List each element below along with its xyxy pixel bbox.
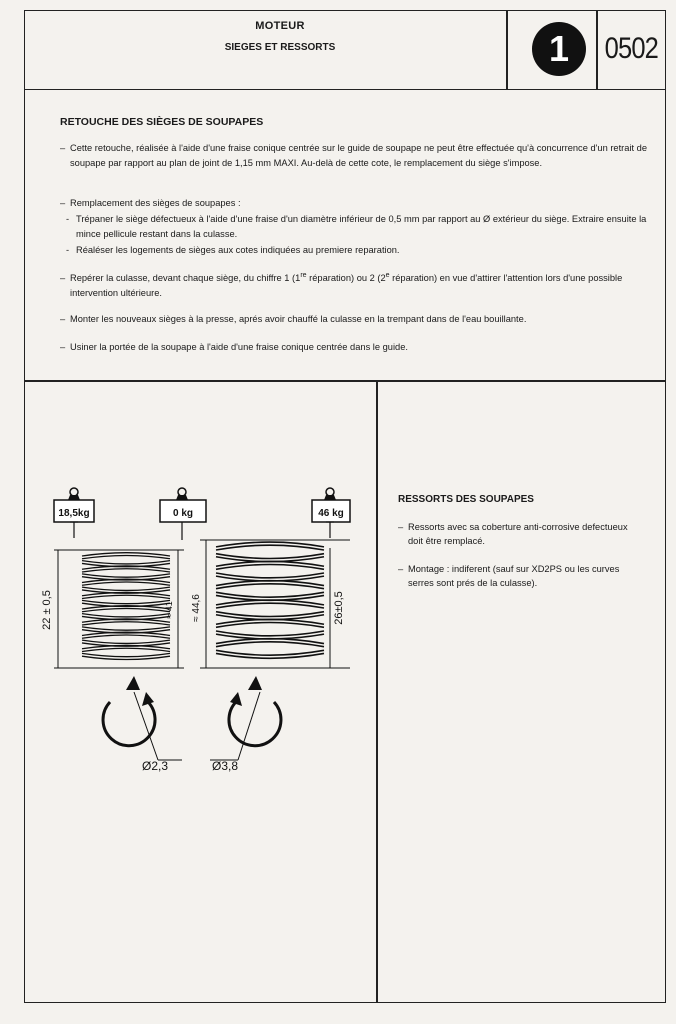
weight-label: 18,5kg <box>58 508 90 519</box>
paragraph-text: Usiner la portée de la soupape à l'aide d'une fraise conique centrée dans le guide. <box>70 342 408 352</box>
paragraph-text: Remplacement des sièges de soupapes : <box>70 198 241 208</box>
spring-diagram <box>24 470 376 790</box>
chapter-number-badge: 1 <box>532 22 586 76</box>
weight-label: 46 kg <box>318 508 344 519</box>
paragraph: – Ressorts avec sa coberture anti-corrosive defectueux doit être remplacé. <box>398 520 638 548</box>
dimension-label: ≈ 44,6 <box>191 594 202 622</box>
paragraph-text: Ressorts avec sa coberture anti-corrosive defectueux doit être remplacé. <box>408 522 628 546</box>
weight-label: 0 kg <box>172 508 194 519</box>
section-divider <box>24 380 666 382</box>
section-title: RETOUCHE DES SIÈGES DE SOUPAPES <box>60 116 264 128</box>
dimension-label: 26±0,5 <box>333 591 345 625</box>
rotation-arrow-icon <box>103 676 182 773</box>
wire-diameter-label: Ø2,3 <box>142 759 169 773</box>
page-code: 0502 <box>604 32 658 65</box>
paragraph: – Repérer la culasse, devant chaque siège, du chiffre 1 (1re réparation) ou 2 (2e réparation) en vue d'attirer l'attention lors d'une possible intervention ultérieure. <box>60 271 650 300</box>
header-title: MOTEUR <box>255 20 305 32</box>
header-subtitle: SIEGES ET RESSORTS <box>224 42 336 53</box>
paragraph-text: Repérer la culasse, devant chaque siège, du chiffre 1 (1re réparation) ou 2 (2e réparation) en vue d'attirer l'attention lors d'une possible intervention ultérieure. <box>70 271 623 298</box>
paragraph-text: Réaléser les logements de sièges aux cotes indiquées au premiere reparation. <box>76 245 400 255</box>
weight-icon <box>312 488 350 538</box>
sub-paragraph: - Réaléser les logements de sièges aux cotes indiquées au premiere reparation. <box>66 243 650 258</box>
paragraph-text: Monter les nouveaux sièges à la presse, aprés avoir chauffé la culasse en la trempant dans de l'eau bouillante. <box>70 314 527 324</box>
spring-small-icon <box>82 553 170 660</box>
weight-icon <box>54 488 94 538</box>
weight-icon <box>160 488 206 540</box>
paragraph: – Usiner la portée de la soupape à l'aide d'une fraise conique centrée dans le guide. <box>60 340 650 355</box>
dimension-label: ≈ 41 <box>164 601 174 619</box>
sub-paragraph: - Trépaner le siège défectueux à l'aide d'une fraise d'un diamètre inférieur de 0,5 mm par rapport au Ø extérieur du siège. Extraire ensuite la mince pellicule restant dans la culasse. <box>66 212 650 241</box>
wire-diameter-label: Ø3,8 <box>212 759 239 773</box>
spring-large-icon <box>216 542 324 658</box>
column-divider <box>376 380 378 1003</box>
paragraph: – Remplacement des sièges de soupapes : <box>60 196 650 211</box>
paragraph-text: Trépaner le siège défectueux à l'aide d'une fraise d'un diamètre inférieur de 0,5 mm par rapport au Ø extérieur du siège. Extraire ensuite la mince pellicule restant dans la culasse. <box>76 214 647 239</box>
paragraph: – Cette retouche, réalisée à l'aide d'une fraise conique centrée sur le guide de soupape ne peut être effectuée qu'à concurrence d'un retrait de soupape par rapport au plan de joint de 1,15 mm MAXI. Au-delà de cette cote, le remplacement du siège s'impose. <box>60 141 650 170</box>
paragraph-text: Cette retouche, réalisée à l'aide d'une fraise conique centrée sur le guide de soupape ne peut être effectuée qu'à concurrence d'un retrait de soupape par rapport au plan de joint de 1,15 mm MAXI. Au-delà de cette cote, le remplacement du siège s'impose. <box>70 143 648 168</box>
header-divider <box>596 10 598 90</box>
dimension-label: 22 ± 0,5 <box>41 590 53 630</box>
paragraph: – Monter les nouveaux sièges à la presse, aprés avoir chauffé la culasse en la trempant dans de l'eau bouillante. <box>60 312 650 327</box>
section-title: RESSORTS DES SOUPAPES <box>398 494 534 505</box>
paragraph-text: Montage : indiferent (sauf sur XD2PS ou les curves serres sont prés de la culasse). <box>408 564 620 588</box>
header-divider <box>506 10 508 90</box>
rotation-arrow-icon <box>210 676 281 773</box>
paragraph: – Montage : indiferent (sauf sur XD2PS ou les curves serres sont prés de la culasse). <box>398 562 638 590</box>
